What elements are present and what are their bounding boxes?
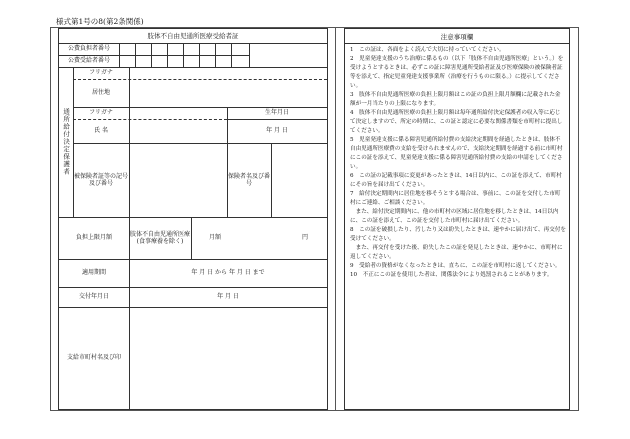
birth-date-label: 生年月日 <box>264 109 289 117</box>
note-item: 4 肢体不自由児通所医療の負担上限月額は毎年通所給付決定保護者の収入等に応じて決定しますので、所定の時期に、この証と認定に必要な関係書類を市町村に提出してください。 <box>350 110 563 134</box>
note-item: 1 この証は、各面をよく読んで大切に持っていてください。 <box>350 47 505 53</box>
note-item: 3 肢体不自由児通所医療の負担上限月額はこの証の負担上限月額欄に記載された金額が一月当たりの上限になります。 <box>350 92 561 107</box>
issue-date-value: 年 月 日 <box>217 293 239 301</box>
note-item: 7 給付決定期間内に居住地を移そうとする場合は、事前に、この証を交付した市町村にご連絡、ご相談ください。 <box>350 191 561 206</box>
payer-number-label: 公費負担者番号 <box>67 45 110 53</box>
notes-body <box>350 46 566 280</box>
note-item: 9 受給者の資格がなくなったときは、直ちに、この証を市町村に返してください。 <box>350 263 561 269</box>
form-title: 肢体不自由児通所医療受給者証 <box>147 31 239 40</box>
monthly-label: 月額 <box>208 234 221 242</box>
recipient-number-label: 公費受給者番号 <box>67 57 110 65</box>
birth-date-value: 年 月 日 <box>266 127 288 135</box>
address-furigana-label: フリガナ <box>89 69 113 77</box>
notes-panel <box>344 28 570 410</box>
copay-limit-label: 負担上限月額 <box>75 234 112 242</box>
note-item: また、給付決定期間内に、他の市町村の区域に居住地を移したときは、14日以内に、この証を添えて、この証を交付した市町村に届け出てください。 <box>350 209 559 224</box>
issuer-label: 支給市町村名及び印 <box>66 354 121 362</box>
note-item: 5 児童発達支援に係る障害児通所給付費の支給決定期間を経過したときは、肢体不自由児通所医療費の支給を受けられませんので、支給決定期間を経過する前に市町村にこの証を添えて、児童発達支援に係る障害児通所給付費の支給の申請をしてください。 <box>350 137 563 170</box>
note-item: 10 不正にこの証を使用した者は、関係法令により処罰されることがあります。 <box>350 272 553 278</box>
note-item: 2 児童発達支援のうち治療に係るもの（以下「肢体不自由児通所医療」という。）を受けようとするときは、必ずこの証に障害児通所受給者証及び医療保険の被保険者証等を添えて、指定児童発達支援事業所（治療を行うものに限る。）に提示してください。 <box>350 56 564 89</box>
guardian-section-label: 通所給付決定保護者 <box>62 108 71 176</box>
certificate-form <box>58 28 328 410</box>
yen-label: 円 <box>301 234 308 242</box>
name-furigana-label: フリガナ <box>89 109 113 117</box>
note-item: 8 この証を破損したり、汚したり又は紛失したときは、速やかに届け出て、再交付を受けてください。 <box>350 227 567 242</box>
valid-period-value: 年 月 日 から 年 月 日 まで <box>191 269 265 277</box>
issue-date-label: 交付年月日 <box>78 293 109 301</box>
fold-line <box>335 27 336 411</box>
address-label: 居住地 <box>91 89 110 97</box>
note-item: また、再交付を受けた後、紛失したこの証を発見したときは、速やかに、市町村に返してください。 <box>350 245 563 260</box>
valid-period-label: 適用期間 <box>81 269 106 277</box>
notes-title: 注意事項欄 <box>345 29 569 44</box>
name-label: 氏 名 <box>94 127 108 135</box>
insurer-name-label: 保険者名及び番号 <box>227 172 270 187</box>
note-item: 6 この証の記載事項に変更があったときは、14日以内に、この証を添えて、市町村にその旨を届け出てください。 <box>350 173 562 188</box>
form-number-header: 様式第1号の8(第2条関係) <box>56 17 144 26</box>
copay-description: 肢体不自由児通所医療(食事療養を除く) <box>129 230 190 245</box>
insured-card-number-label: 被保険者証等の記号及び番号 <box>73 172 128 187</box>
